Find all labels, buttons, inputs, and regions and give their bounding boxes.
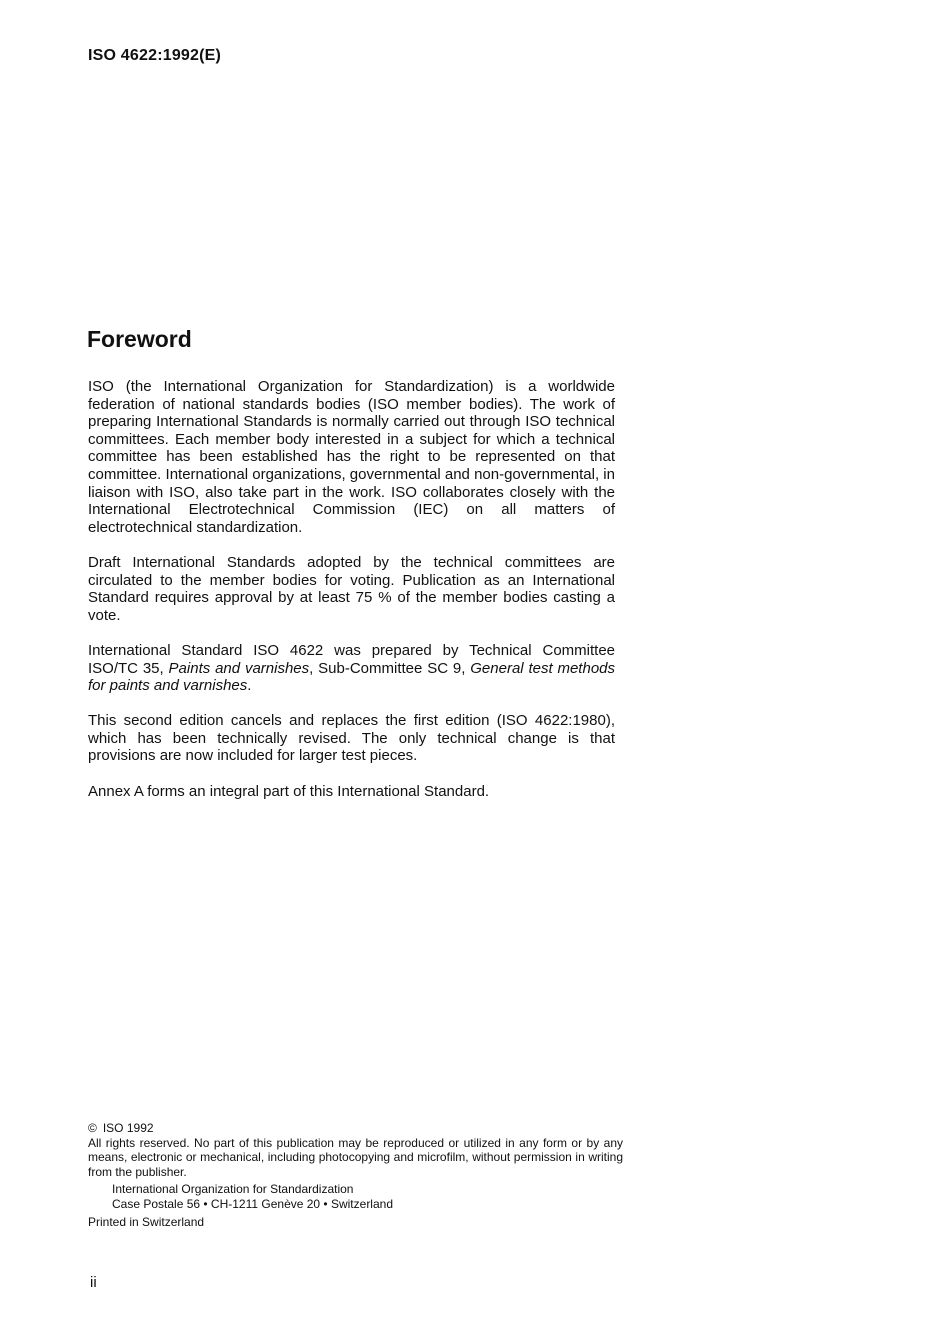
paragraph-draft-standards: Draft International Standards adopted by the technical committees are circulated to the member bodies for voting. Publication as an International Standard requires approval by at least 75 % of the member bodies casting a vote. bbox=[88, 553, 615, 624]
subcommittee-name: General test methods for paints and varnishes bbox=[88, 659, 616, 695]
committee-name: Paints and varnishes bbox=[168, 659, 310, 677]
publisher-address bbox=[112, 1182, 623, 1211]
paragraph-iso-description: ISO (the International Organization for Standardization) is a worldwide federation of national standards bodies (ISO member bodies). The work of preparing International Standards is normally carried out through ISO technical committees. Each member body interested in a subject for which a technical committee has been established has the right to be represented on that committee. International organizations, governmental and non-governmental, in liaison with ISO, also take part in the work. ISO collaborates closely with the International Electrotechnical Commission (IEC) on all matters of electrotechnical standardization. bbox=[88, 378, 615, 536]
foreword-body bbox=[88, 378, 615, 818]
rights-statement: All rights reserved. No part of this publication may be reproduced or utilized in any form or by any means, electronic or mechanical, including photocopying and microfilm, without permission in writing from the publisher. bbox=[88, 1135, 623, 1179]
paragraph-edition: This second edition cancels and replaces the first edition (ISO 4622:1980), which has been technically revised. The only technical change is that provisions are now included for larger test pieces. bbox=[88, 712, 615, 765]
copyright-line bbox=[88, 1121, 623, 1136]
publisher-name: International Organization for Standardization bbox=[112, 1182, 354, 1196]
page-title: Foreword bbox=[87, 326, 192, 352]
paragraph-committee bbox=[88, 642, 615, 695]
paragraph-annex: Annex A forms an integral part of this International Standard. bbox=[88, 782, 490, 800]
page-number: ii bbox=[90, 1274, 97, 1291]
committee-text-3: . bbox=[247, 677, 252, 695]
document-id-header: ISO 4622:1992(E) bbox=[88, 47, 222, 64]
copyright-year: ISO 1992 bbox=[102, 1121, 154, 1135]
printed-in: Printed in Switzerland bbox=[88, 1215, 205, 1229]
committee-text-2: , Sub-Committee SC 9, bbox=[309, 659, 471, 677]
publisher-postal-address: Case Postale 56 • CH-1211 Genève 20 • Switzerland bbox=[112, 1196, 393, 1211]
committee-text-1: International Standard ISO 4622 was prepared by Technical Committee ISO/TC 35, bbox=[88, 641, 615, 677]
copyright-block bbox=[88, 1121, 623, 1230]
copyright-icon: © bbox=[88, 1121, 97, 1135]
